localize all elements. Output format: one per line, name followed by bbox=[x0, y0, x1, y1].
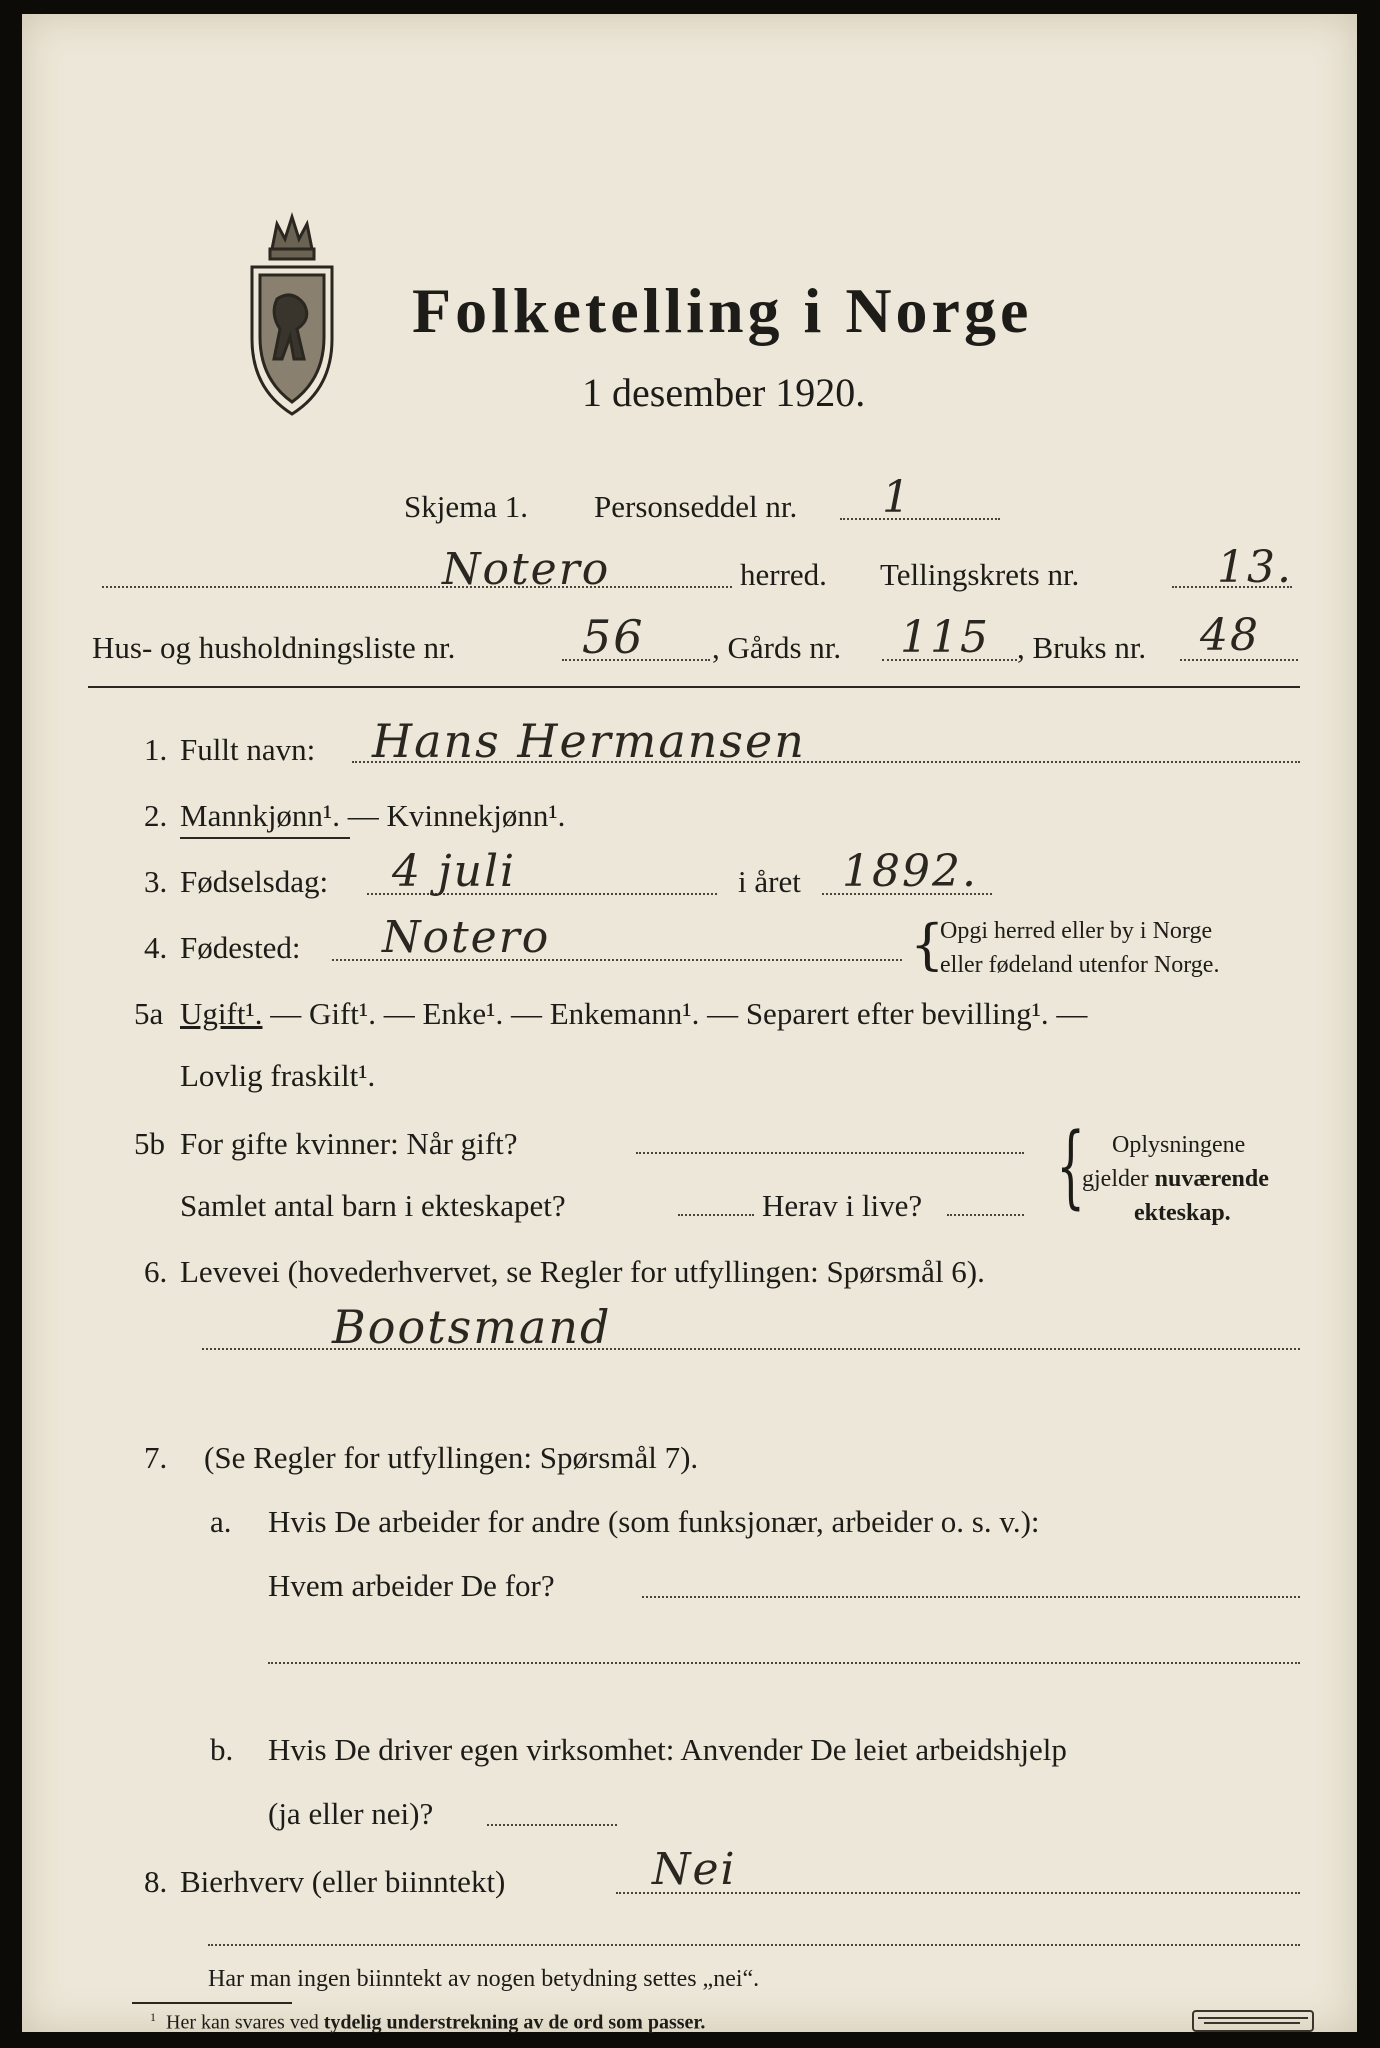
birthday-value[interactable]: 4 juli bbox=[392, 846, 517, 897]
q4-note-line1: Opgi herred eller by i Norge bbox=[940, 918, 1213, 944]
q3-year-label: i året bbox=[738, 864, 801, 899]
q5b-label-children: Samlet antal barn i ekteskapet? bbox=[180, 1188, 566, 1223]
census-form-sheet bbox=[22, 14, 1357, 2032]
footer-note: Har man ingen biinntekt av nogen betydning settes „nei“. bbox=[208, 1966, 760, 1992]
q7b-question: (ja eller nei)? bbox=[268, 1796, 434, 1831]
skjema-label: Skjema 1. bbox=[404, 489, 528, 524]
gender-underline bbox=[180, 837, 350, 839]
hus-label: Hus- og husholdningsliste nr. bbox=[92, 630, 456, 665]
q5b-note-line3: ekteskap. bbox=[1134, 1200, 1231, 1226]
birthplace-value[interactable]: Notero bbox=[382, 912, 551, 963]
q7a-answer-line2 bbox=[268, 1662, 1300, 1664]
herred-line bbox=[102, 586, 732, 588]
q5b-label-married: For gifte kvinner: Når gift? bbox=[180, 1126, 518, 1161]
form-title: Folketelling i Norge bbox=[412, 275, 1033, 346]
q5b-note-line1: Oplysningene bbox=[1112, 1132, 1246, 1158]
gards-value[interactable]: 115 bbox=[900, 612, 990, 663]
hus-value[interactable]: 56 bbox=[582, 610, 645, 664]
q7b-answer-line bbox=[487, 1824, 617, 1826]
census-date: 1 desember 1920. bbox=[582, 370, 866, 415]
personseddel-line bbox=[840, 518, 1000, 520]
q5b-note-current: nuværende bbox=[1154, 1166, 1269, 1192]
side-income-value[interactable]: Nei bbox=[652, 1844, 737, 1895]
q5b-alive-line bbox=[947, 1214, 1024, 1216]
q7a-answer-line bbox=[642, 1596, 1300, 1598]
q7b-text: Hvis De driver egen virksomhet: Anvender De leiet arbeidshjelp bbox=[268, 1732, 1067, 1767]
q7a-text: Hvis De arbeider for andre (som funksjonær, arbeider o. s. v.): bbox=[268, 1504, 1040, 1539]
gards-label: , Gårds nr. bbox=[712, 630, 842, 665]
marital-other-options[interactable]: — Gift¹. — Enke¹. — Enkemann¹. — Separert efter bevilling¹. — bbox=[262, 996, 1088, 1031]
q6-number: 6. bbox=[144, 1254, 168, 1289]
gender-options[interactable]: Mannkjønn¹. — Kvinnekjønn¹. bbox=[180, 798, 566, 833]
footnote-emphasis: tydelig understrekning av de ord som passer. bbox=[323, 2011, 706, 2034]
q6-label: Levevei (hovederhvervet, se Regler for utfyllingen: Spørsmål 6). bbox=[180, 1254, 985, 1289]
q4-note-brace: { bbox=[910, 913, 945, 976]
herred-label: herred. bbox=[740, 557, 827, 592]
personseddel-value[interactable]: 1 bbox=[882, 472, 912, 523]
q5b-children-line bbox=[678, 1214, 754, 1216]
header-divider bbox=[88, 686, 1300, 688]
q8-answer-line2 bbox=[208, 1944, 1300, 1946]
coat-of-arms-icon bbox=[242, 209, 342, 419]
bruks-label: , Bruks nr. bbox=[1017, 630, 1147, 665]
marital-status-options[interactable] bbox=[180, 996, 1087, 1032]
footnote-text: Her kan svares ved bbox=[166, 2011, 324, 2034]
q4-note-line2: eller fødeland utenfor Norge. bbox=[940, 952, 1220, 978]
q5b-number: 5b bbox=[134, 1126, 165, 1161]
q7-number: 7. bbox=[144, 1440, 168, 1475]
q1-label: Fullt navn: bbox=[180, 732, 316, 767]
q8-number: 8. bbox=[144, 1864, 168, 1899]
personseddel-label: Personseddel nr. bbox=[594, 489, 798, 524]
q5b-label-alive: Herav i live? bbox=[762, 1188, 923, 1223]
q5b-note-brace: { bbox=[1056, 1114, 1085, 1219]
q5a-number: 5a bbox=[134, 996, 164, 1031]
q3-number: 3. bbox=[144, 864, 168, 899]
q3-label: Fødselsdag: bbox=[180, 864, 329, 899]
footnote-mark: 1 bbox=[150, 2010, 156, 2024]
tellingskrets-value[interactable]: 13. bbox=[1217, 542, 1293, 593]
q2-number: 2. bbox=[144, 798, 168, 833]
q5b-married-line bbox=[636, 1152, 1024, 1154]
bruks-value[interactable]: 48 bbox=[1200, 610, 1260, 661]
q7a-question: Hvem arbeider De for? bbox=[268, 1568, 555, 1603]
printer-stamp-icon bbox=[1192, 2010, 1314, 2032]
q7-label: (Se Regler for utfyllingen: Spørsmål 7). bbox=[204, 1440, 699, 1475]
birth-year-value[interactable]: 1892. bbox=[842, 846, 978, 897]
full-name-value[interactable]: Hans Hermansen bbox=[372, 714, 806, 768]
occupation-value[interactable]: Bootsmand bbox=[332, 1300, 612, 1354]
marital-ugift-selected[interactable]: Ugift¹. bbox=[180, 996, 263, 1031]
q5b-note-gjelder: gjelder bbox=[1082, 1166, 1155, 1192]
q7b-letter: b. bbox=[210, 1732, 234, 1767]
tellingskrets-label: Tellingskrets nr. bbox=[880, 557, 1080, 592]
q4-label: Fødested: bbox=[180, 930, 301, 965]
q4-number: 4. bbox=[144, 930, 168, 965]
q8-label: Bierhverv (eller biinntekt) bbox=[180, 1864, 506, 1899]
marital-status-line2[interactable]: Lovlig fraskilt¹. bbox=[180, 1058, 376, 1093]
q5b-note-line2 bbox=[1082, 1166, 1269, 1193]
q7a-letter: a. bbox=[210, 1504, 232, 1539]
footnote bbox=[150, 2010, 705, 2035]
q1-number: 1. bbox=[144, 732, 168, 767]
herred-value[interactable]: Notero bbox=[442, 544, 611, 595]
footnote-divider bbox=[132, 2002, 292, 2004]
